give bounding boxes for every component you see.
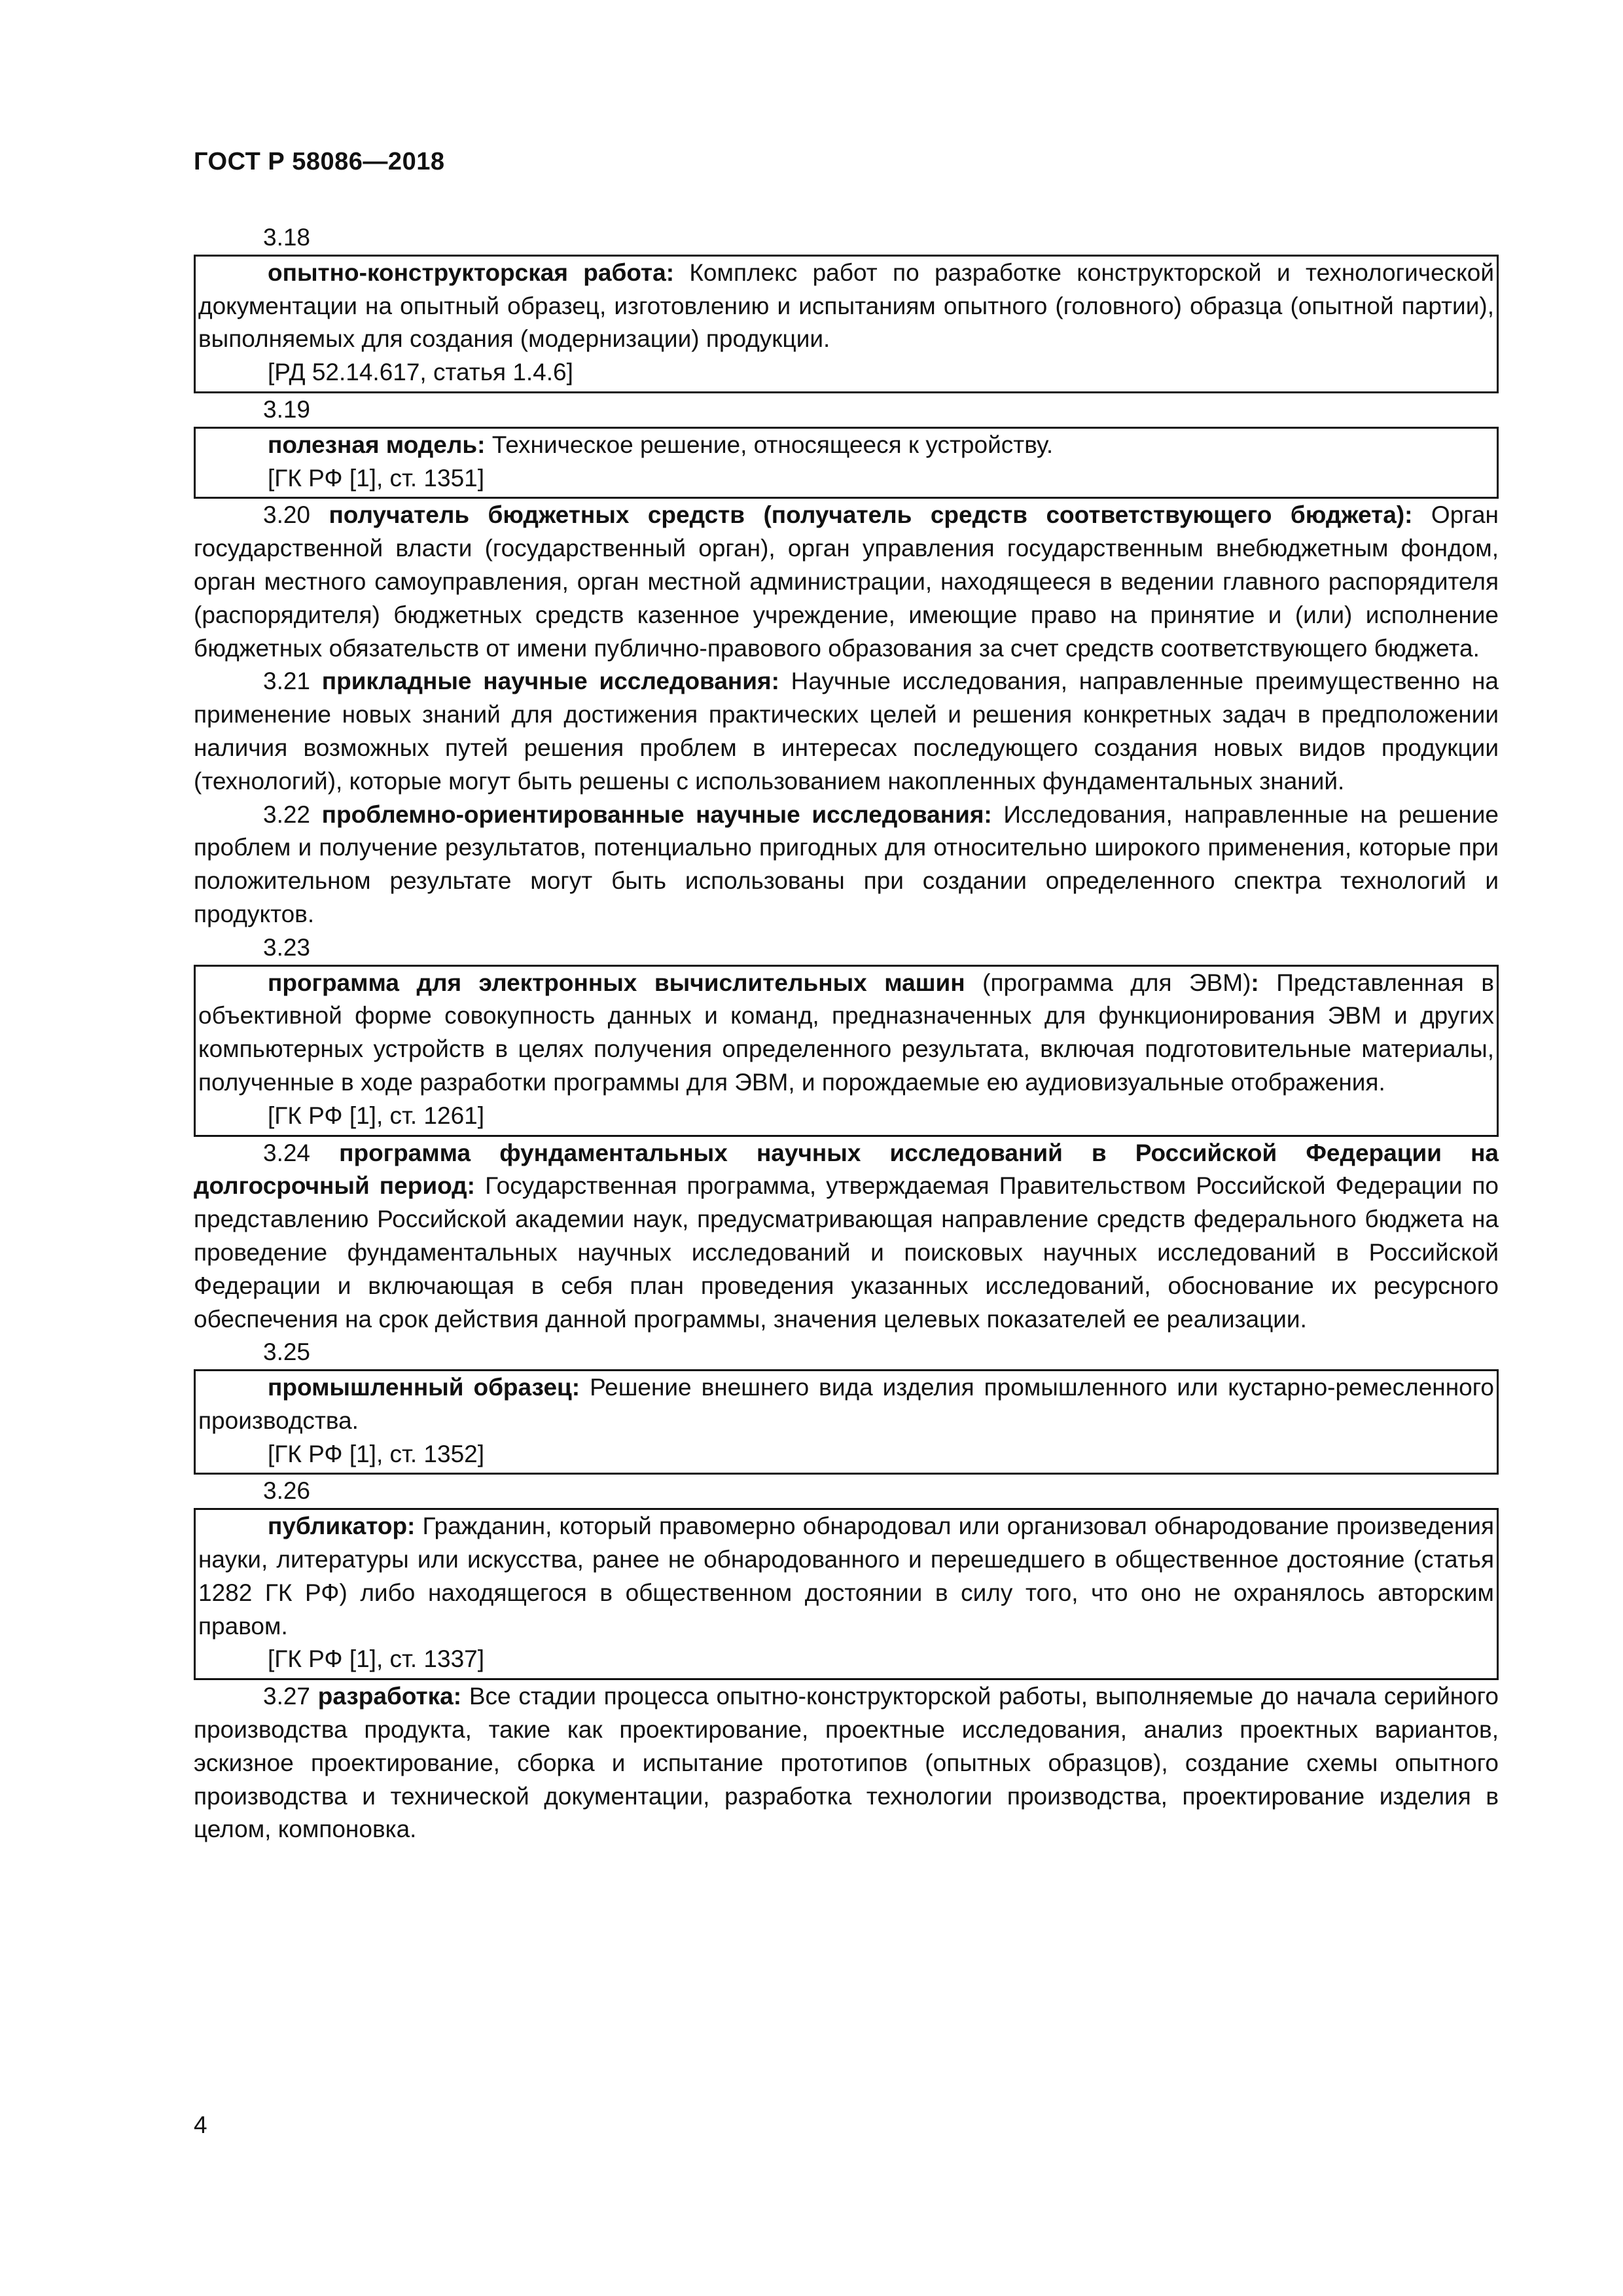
term-text: Комплекс работ по разработке конструкторской и технологической документации на опытный образец, изготовлению и испытаниям опытного (головного) образца (опытной партии), выполняемых для создания (модернизации) продукции. xyxy=(198,259,1494,353)
term-number: 3.23 xyxy=(263,933,311,961)
term-number: 3.27 xyxy=(263,1683,318,1710)
term-paragraph-3-20 xyxy=(194,499,1499,665)
page-number: 4 xyxy=(194,2111,207,2138)
term-number: 3.21 xyxy=(263,668,322,695)
term-colon: : xyxy=(1251,969,1259,996)
term-source: [ГК РФ [1], ст. 1352] xyxy=(268,1440,485,1467)
term-source: [ГК РФ [1], ст. 1351] xyxy=(268,464,485,492)
term-name: прикладные научные исследования: xyxy=(321,668,779,695)
term-text: Научные исследования, направленные преимущественно на применение новых знаний для достижения практических целей и решения конкретных задач в предположении наличия возможных путей решения проблем в интересах последующего создания новых видов продукции (технологий), которые могут быть решены с использованием накопленных фундаментальных знаний. xyxy=(194,668,1499,795)
term-paragraph-3-24 xyxy=(194,1137,1499,1336)
term-number: 3.26 xyxy=(263,1477,311,1505)
term-box-3-23 xyxy=(194,965,1499,1137)
term-name: публикатор: xyxy=(268,1513,416,1540)
term-box-3-18 xyxy=(194,255,1499,393)
term-name: проблемно-ориентированные научные исследования: xyxy=(321,800,992,828)
term-number: 3.20 xyxy=(263,501,329,529)
term-name: разработка: xyxy=(317,1683,462,1710)
term-text: Орган государственной власти (государственный орган), орган управления государственным внебюджетным фондом, орган местного самоуправления, орган местной администрации, находящееся в ведении главного распорядителя (распорядителя) бюджетных средств казенное учреждение, имеющие право на принятие и (или) исполнение бюджетных обязательств от имени публично-правового образования за счет средств соответствующего бюджета. xyxy=(194,501,1499,662)
term-source: [ГК РФ [1], ст. 1337] xyxy=(268,1645,485,1673)
term-box-3-25 xyxy=(194,1369,1499,1475)
term-source: [РД 52.14.617, статья 1.4.6] xyxy=(268,359,573,386)
term-abbreviation: (программа для ЭВМ) xyxy=(965,969,1251,996)
term-text: Все стадии процесса опытно-конструкторской работы, выполняемые до начала серийного производства продукта, такие как проектирование, проектные исследования, анализ проектных вариантов, эскизное проектирование, сборка и испытание прототипов (опытных образцов), создание схемы опытного производства и технической документации, разработка технологии производства, проектирование изделия в целом, компоновка. xyxy=(194,1683,1499,1843)
term-number: 3.22 xyxy=(263,800,322,828)
standard-header: ГОСТ Р 58086—2018 xyxy=(194,148,445,175)
term-box-3-19 xyxy=(194,427,1499,499)
term-text: Техническое решение, относящееся к устройству. xyxy=(485,431,1054,458)
term-text: Государственная программа, утверждаемая Правительством Российской Федерации по представлению Российской академии наук, предусматривающая направление средств федерального бюджета на проведение фундаментальных научных исследований и поисковых научных исследований в Российской Федерации и включающая в себя план проведения указанных исследований, обоснование их ресурсного обеспечения на срок действия данной программы, значения целевых показателей ее реализации. xyxy=(194,1172,1499,1333)
term-paragraph-3-22 xyxy=(194,798,1499,931)
term-box-3-26 xyxy=(194,1508,1499,1680)
term-name: промышленный образец: xyxy=(268,1374,580,1401)
term-paragraph-3-27 xyxy=(194,1680,1499,1846)
term-text: Решение внешнего вида изделия промышленного или кустарно-ремесленного производства. xyxy=(198,1374,1495,1434)
term-number: 3.24 xyxy=(263,1139,340,1166)
term-name: программа для электронных вычислительных машин xyxy=(268,969,965,996)
term-paragraph-3-21 xyxy=(194,665,1499,798)
term-definition xyxy=(196,1510,1494,1643)
term-text: Представленная в объективной форме совокупность данных и команд, предназначенных для функционирования ЭВМ и других компьютерных устройств в целях получения определенного результата, включая подготовительные материалы, полученные в ходе разработки программы для ЭВМ, и порождаемые ею аудиовизуальные отображения. xyxy=(198,969,1494,1096)
term-text: Гражданин, который правомерно обнародовал или организовал обнародование произведения науки, литературы или искусства, ранее не обнародованного и перешедшего в общественное достояние (статья 1282 ГК РФ) либо находящегося в общественном достоянии в силу того, что оно не охранялось авторским правом. xyxy=(198,1513,1494,1640)
term-definition xyxy=(196,257,1494,356)
term-name: получатель бюджетных средств (получатель средств соответствующего бюджета): xyxy=(329,501,1413,529)
term-source: [ГК РФ [1], ст. 1261] xyxy=(268,1102,485,1129)
term-definition xyxy=(196,1371,1494,1438)
term-definition xyxy=(196,967,1494,1100)
term-number: 3.19 xyxy=(263,395,311,423)
term-definition xyxy=(196,429,1494,462)
term-name: опытно-конструкторская работа: xyxy=(268,259,675,286)
term-number: 3.25 xyxy=(263,1338,311,1366)
term-name: полезная модель: xyxy=(268,431,486,458)
term-number: 3.18 xyxy=(263,224,311,251)
term-name: программа фундаментальных научных исследований в Российской Федерации на долгосрочный период: xyxy=(194,1139,1499,1200)
terms-content xyxy=(194,221,1499,1846)
term-text: Исследования, направленные на решение проблем и получение результатов, потенциально пригодных для относительно широкого применения, которые при положительном результате могут быть использованы при создании определенного спектра технологий и продуктов. xyxy=(194,800,1499,927)
